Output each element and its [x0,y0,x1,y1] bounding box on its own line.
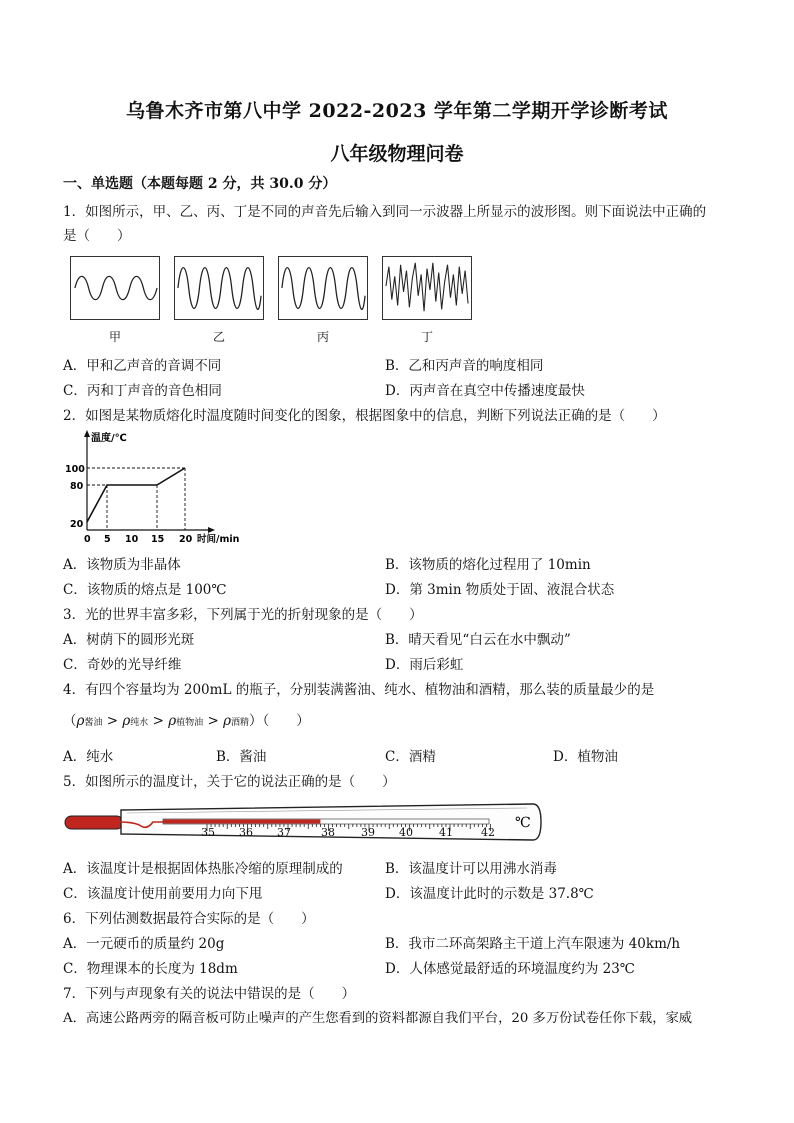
q1-option-d[interactable]: D．丙声音在真空中传播速度最快 [385,383,585,399]
wave-label-yi: 乙 [212,330,225,344]
q1-text-line1: 1．如图所示，甲、乙、丙、丁是不同的声音先后输入到同一示波器上所显示的波形图。则下面说法中正确的 [63,204,707,220]
exam-subtitle: 八年级物理问卷 [330,143,464,165]
section-heading: 一、单选题（本题每题 2 分，共 30.0 分） [63,176,337,192]
q4-text: 4．有四个容量均为 200mL 的瓶子，分别装满酱油、纯水、植物油和酒精，那么装的质量最少的是 [63,682,655,698]
q1-text-line2: 是（ ） [63,228,131,244]
q5-option-b[interactable]: B．该温度计可以用沸水消毒 [385,861,557,877]
waveform-bing [278,256,368,320]
wave-label-bing: 丙 [316,330,329,344]
waveform-jia [70,256,160,320]
thermo-tick-38: 38 [321,826,335,839]
q6-option-b[interactable]: B．我市二环高架路主干道上汽车限速为 40km/h [385,936,681,952]
wave-label-ding: 丁 [420,330,433,344]
waveform-yi [174,256,264,320]
q5-option-c[interactable]: C．该温度计使用前要用力向下甩 [63,886,263,902]
melting-graph [63,430,253,546]
q2-option-a[interactable]: A．该物质为非晶体 [63,557,181,573]
ytick-100: 100 [65,464,85,475]
ytick-80: 80 [70,481,84,492]
q1-option-a[interactable]: A．甲和乙声音的音调不同 [63,358,222,374]
q5-option-d[interactable]: D．该温度计此时的示数是 37.8℃ [385,886,594,902]
graph-xlabel: 时间/min [197,534,240,545]
thermo-tick-42: 42 [481,826,495,839]
q1-option-b[interactable]: B．乙和丙声音的响度相同 [385,358,544,374]
clinical-thermometer [63,800,545,844]
wave-label-jia: 甲 [108,330,121,344]
thermo-tick-36: 36 [239,826,253,839]
thermo-tick-39: 39 [361,826,375,839]
q6-option-d[interactable]: D．人体感觉最舒适的环境温度约为 23℃ [385,961,635,977]
exam-title: 乌鲁木齐市第八中学 2022-2023 学年第二学期开学诊断考试 [126,100,668,122]
q4-option-c[interactable]: C．酒精 [385,749,436,765]
thermo-tick-41: 41 [439,826,453,839]
q3-option-a[interactable]: A．树荫下的圆形光斑 [63,632,195,648]
xtick-5: 5 [104,534,111,545]
q2-option-c[interactable]: C．该物质的熔点是 100℃ [63,582,227,598]
q5-text: 5．如图所示的温度计，关于它的说法正确的是（ ） [63,774,396,790]
q7-option-a[interactable]: A．高速公路两旁的隔音板可防止噪声的产生您看到的资料都源自我们平台，20 多万份试卷任你下载，家威 [63,1011,693,1026]
q4-option-a[interactable]: A．纯水 [63,749,114,765]
xtick-10: 10 [125,534,139,545]
thermo-unit: ℃ [515,815,531,831]
q4-option-d[interactable]: D．植物油 [553,749,618,765]
ytick-20: 20 [70,519,84,530]
q6-option-c[interactable]: C．物理课本的长度为 18dm [63,961,238,977]
q2-option-b[interactable]: B．该物质的熔化过程用了 10min [385,557,591,573]
q3-option-d[interactable]: D．雨后彩虹 [385,657,464,673]
thermo-tick-40: 40 [399,826,413,839]
q2-text: 2．如图是某物质熔化时温度随时间变化的图象，根据图象中的信息，判断下列说法正确的是（ ） [63,408,666,424]
xtick-0: 0 [84,534,91,545]
q6-option-a[interactable]: A．一元硬币的质量约 20g [63,936,225,952]
waveform-ding [382,256,472,320]
q1-option-c[interactable]: C．丙和丁声音的音色相同 [63,383,222,399]
q4-density-formula: （ρ酱油 > ρ纯水 > ρ植物油 > ρ酒精）（ ） [63,713,310,729]
q5-option-a[interactable]: A．该温度计是根据固体热胀冷缩的原理制成的 [63,861,343,877]
thermo-tick-37: 37 [277,826,291,839]
xtick-20: 20 [179,534,193,545]
xtick-15: 15 [151,534,165,545]
q4-option-b[interactable]: B．酱油 [216,749,267,765]
q7-text: 7．下列与声现象有关的说法中错误的是（ ） [63,986,356,1002]
q3-option-c[interactable]: C．奇妙的光导纤维 [63,657,182,673]
thermometer-liquid-column [163,820,320,824]
q6-text: 6．下列估测数据最符合实际的是（ ） [63,911,315,927]
q3-text: 3．光的世界丰富多彩，下列属于光的折射现象的是（ ） [63,607,423,623]
q2-option-d[interactable]: D．第 3min 物质处于固、液混合状态 [385,582,615,598]
q3-option-b[interactable]: B．晴天看见“白云在水中飘动” [385,632,571,648]
thermo-tick-35: 35 [201,826,215,839]
graph-ylabel: 温度/℃ [91,433,127,444]
